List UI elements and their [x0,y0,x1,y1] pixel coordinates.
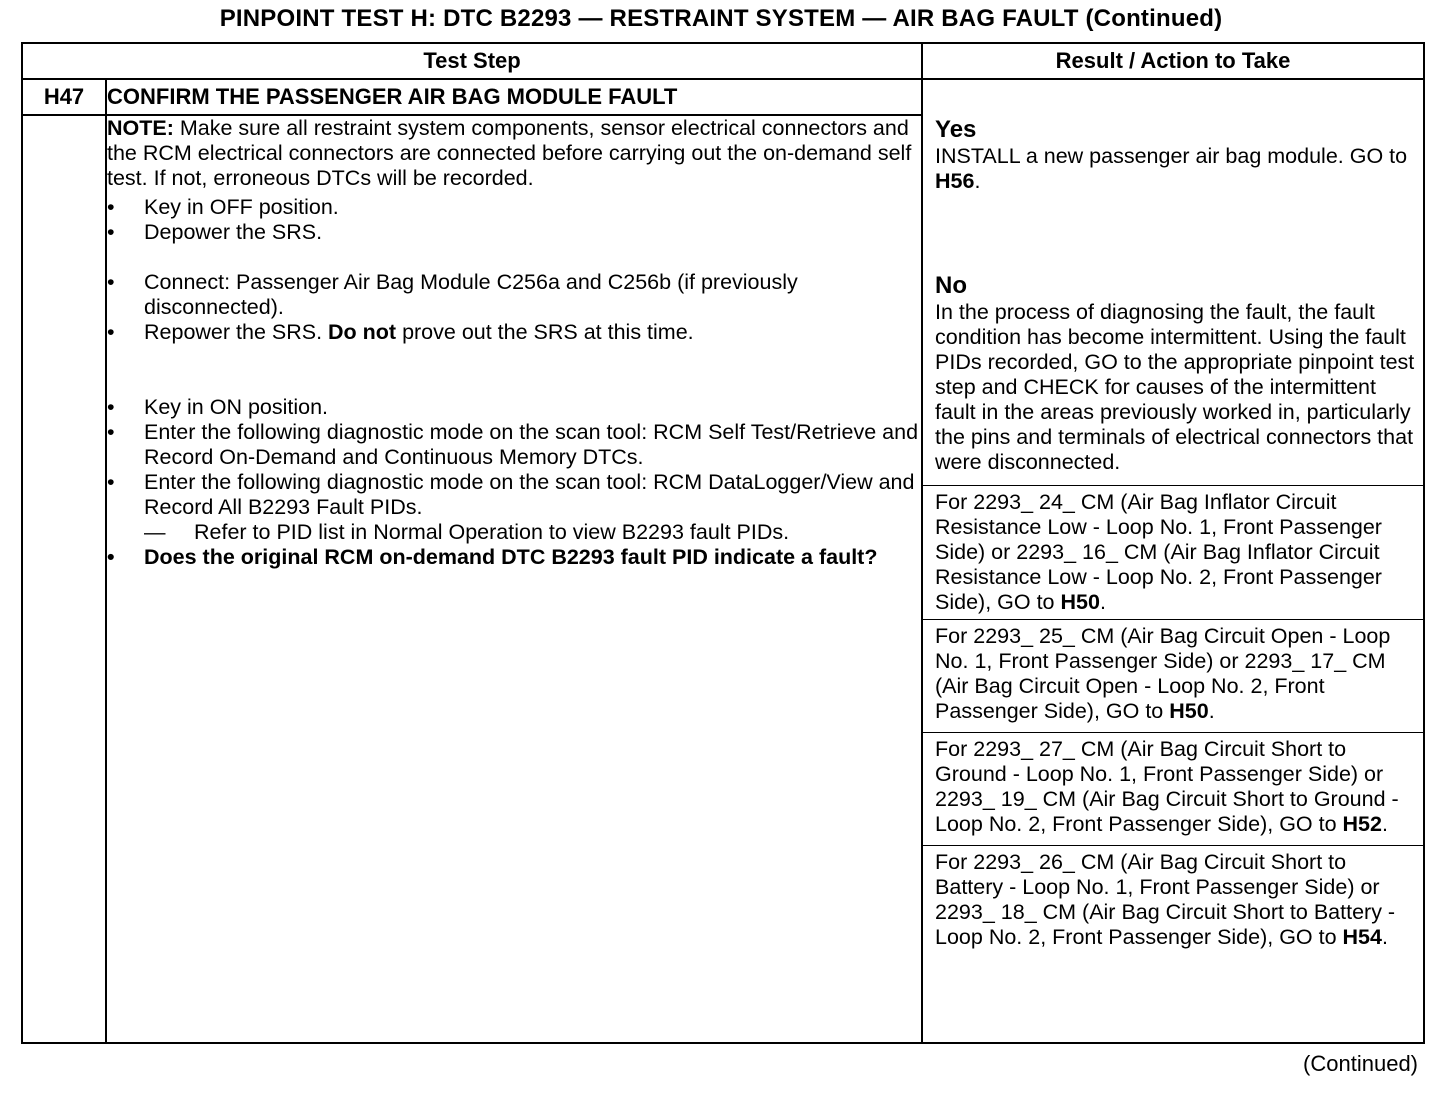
pinpoint-test-table [21,42,1425,1044]
resistance-low-text: For 2293_ 24_ CM (Air Bag Inflator Circuit Resistance Low - Loop No. 1, Front Passenger Side) or 2293_ 16_ CM (Air Bag Inflator Circuit Resistance Low - Loop No. 2, Front Passenger Side), GO to [935,490,1382,614]
result-circuit-open [923,619,1423,732]
step-question: • Does the original RCM on-demand DTC B2293 fault PID indicate a fault? [107,545,921,570]
yes-period: . [974,169,981,193]
list-item [107,470,921,545]
step-link-h56[interactable]: H56 [935,169,975,193]
circuit-open-period: . [1208,699,1215,723]
list-item: • Enter the following diagnostic mode on the scan tool: RCM Self Test/Retrieve and Record On-Demand and Continuous Memory DTCs. [107,420,921,470]
yes-text [935,144,1419,194]
sub-list [144,520,921,545]
list-item: • Key in ON position. [107,395,921,420]
no-label: No [935,272,968,299]
list-item: • Key in OFF position. [107,195,921,220]
result-short-ground [923,732,1423,845]
repower-text: Repower the SRS. [144,320,329,344]
yes-label: Yes [935,116,977,143]
test-step-header: Test Step [22,43,922,79]
sub-list-item: — Refer to PID list in Normal Operation to view B2293 fault PIDs. [144,520,921,545]
step-id: H47 [22,79,106,115]
result-header: Result / Action to Take [922,43,1424,79]
header-row [22,43,1424,79]
note-label: NOTE: [107,116,174,140]
step-link-h50-open[interactable]: H50 [1169,699,1209,723]
short-ground-period: . [1381,812,1388,836]
resistance-low-period: . [1099,590,1106,614]
step-instructions [107,195,921,570]
list-item: • Connect: Passenger Air Bag Module C256a and C256b (if previously disconnected). [107,270,921,320]
short-battery-text: For 2293_ 26_ CM (Air Bag Circuit Short to Battery - Loop No. 1, Front Passenger Side) or 2293_ 18_ CM (Air Bag Circuit Short to Battery - Loop No. 2, Front Passenger Side), GO to [935,850,1396,949]
list-item [107,320,921,345]
circuit-open-text: For 2293_ 25_ CM (Air Bag Circuit Open - Loop No. 1, Front Passenger Side) or 2293_ 17_ CM (Air Bag Circuit Open - Loop No. 2, Front Passenger Side), GO to [935,624,1391,723]
no-text: In the process of diagnosing the fault, the fault condition has become intermittent. Using the fault PIDs recorded, GO to the appropriate pinpoint test step and CHECK for causes of the intermittent fault in the areas previously worked in, particularly the pins and terminals of electrical connectors that were disconnected. [935,300,1415,474]
result-resistance-low [923,485,1423,619]
repower-text-end: prove out the SRS at this time. [396,320,694,344]
step-title-row [22,79,1424,115]
blank-id-cell [22,115,106,1043]
step-link-h50[interactable]: H50 [1060,590,1100,614]
yes-action-text: INSTALL a new passenger air bag module. GO to [935,144,1408,168]
note-text: Make sure all restraint system components, sensor electrical connectors and the RCM electrical connectors are connected before carrying out the on-demand self test. If not, erroneous DTCs will be recorded. [107,116,912,190]
result-short-battery [923,845,1423,954]
continued-label: (Continued) [1303,1051,1418,1076]
step-body [106,115,922,1043]
list-item: • Depower the SRS. [107,220,921,245]
note [107,116,921,191]
short-battery-period: . [1381,925,1388,949]
short-ground-text: For 2293_ 27_ CM (Air Bag Circuit Short to Ground - Loop No. 1, Front Passenger Side) or 2293_ 19_ CM (Air Bag Circuit Short to Ground - Loop No. 2, Front Passenger Side), GO to [935,737,1399,836]
results-cell [922,79,1424,1043]
do-not-emphasis: Do not [328,320,397,344]
step-title: CONFIRM THE PASSENGER AIR BAG MODULE FAULT [106,79,922,115]
datalogger-text: Enter the following diagnostic mode on the scan tool: RCM DataLogger/View and Record All B2293 Fault PIDs. [144,470,915,519]
result-yes [923,80,1423,268]
result-no [923,268,1423,485]
step-link-h54[interactable]: H54 [1342,925,1382,949]
page-title: PINPOINT TEST H: DTC B2293 — RESTRAINT SYSTEM — AIR BAG FAULT (Continued) [219,5,1223,32]
step-link-h52[interactable]: H52 [1342,812,1382,836]
